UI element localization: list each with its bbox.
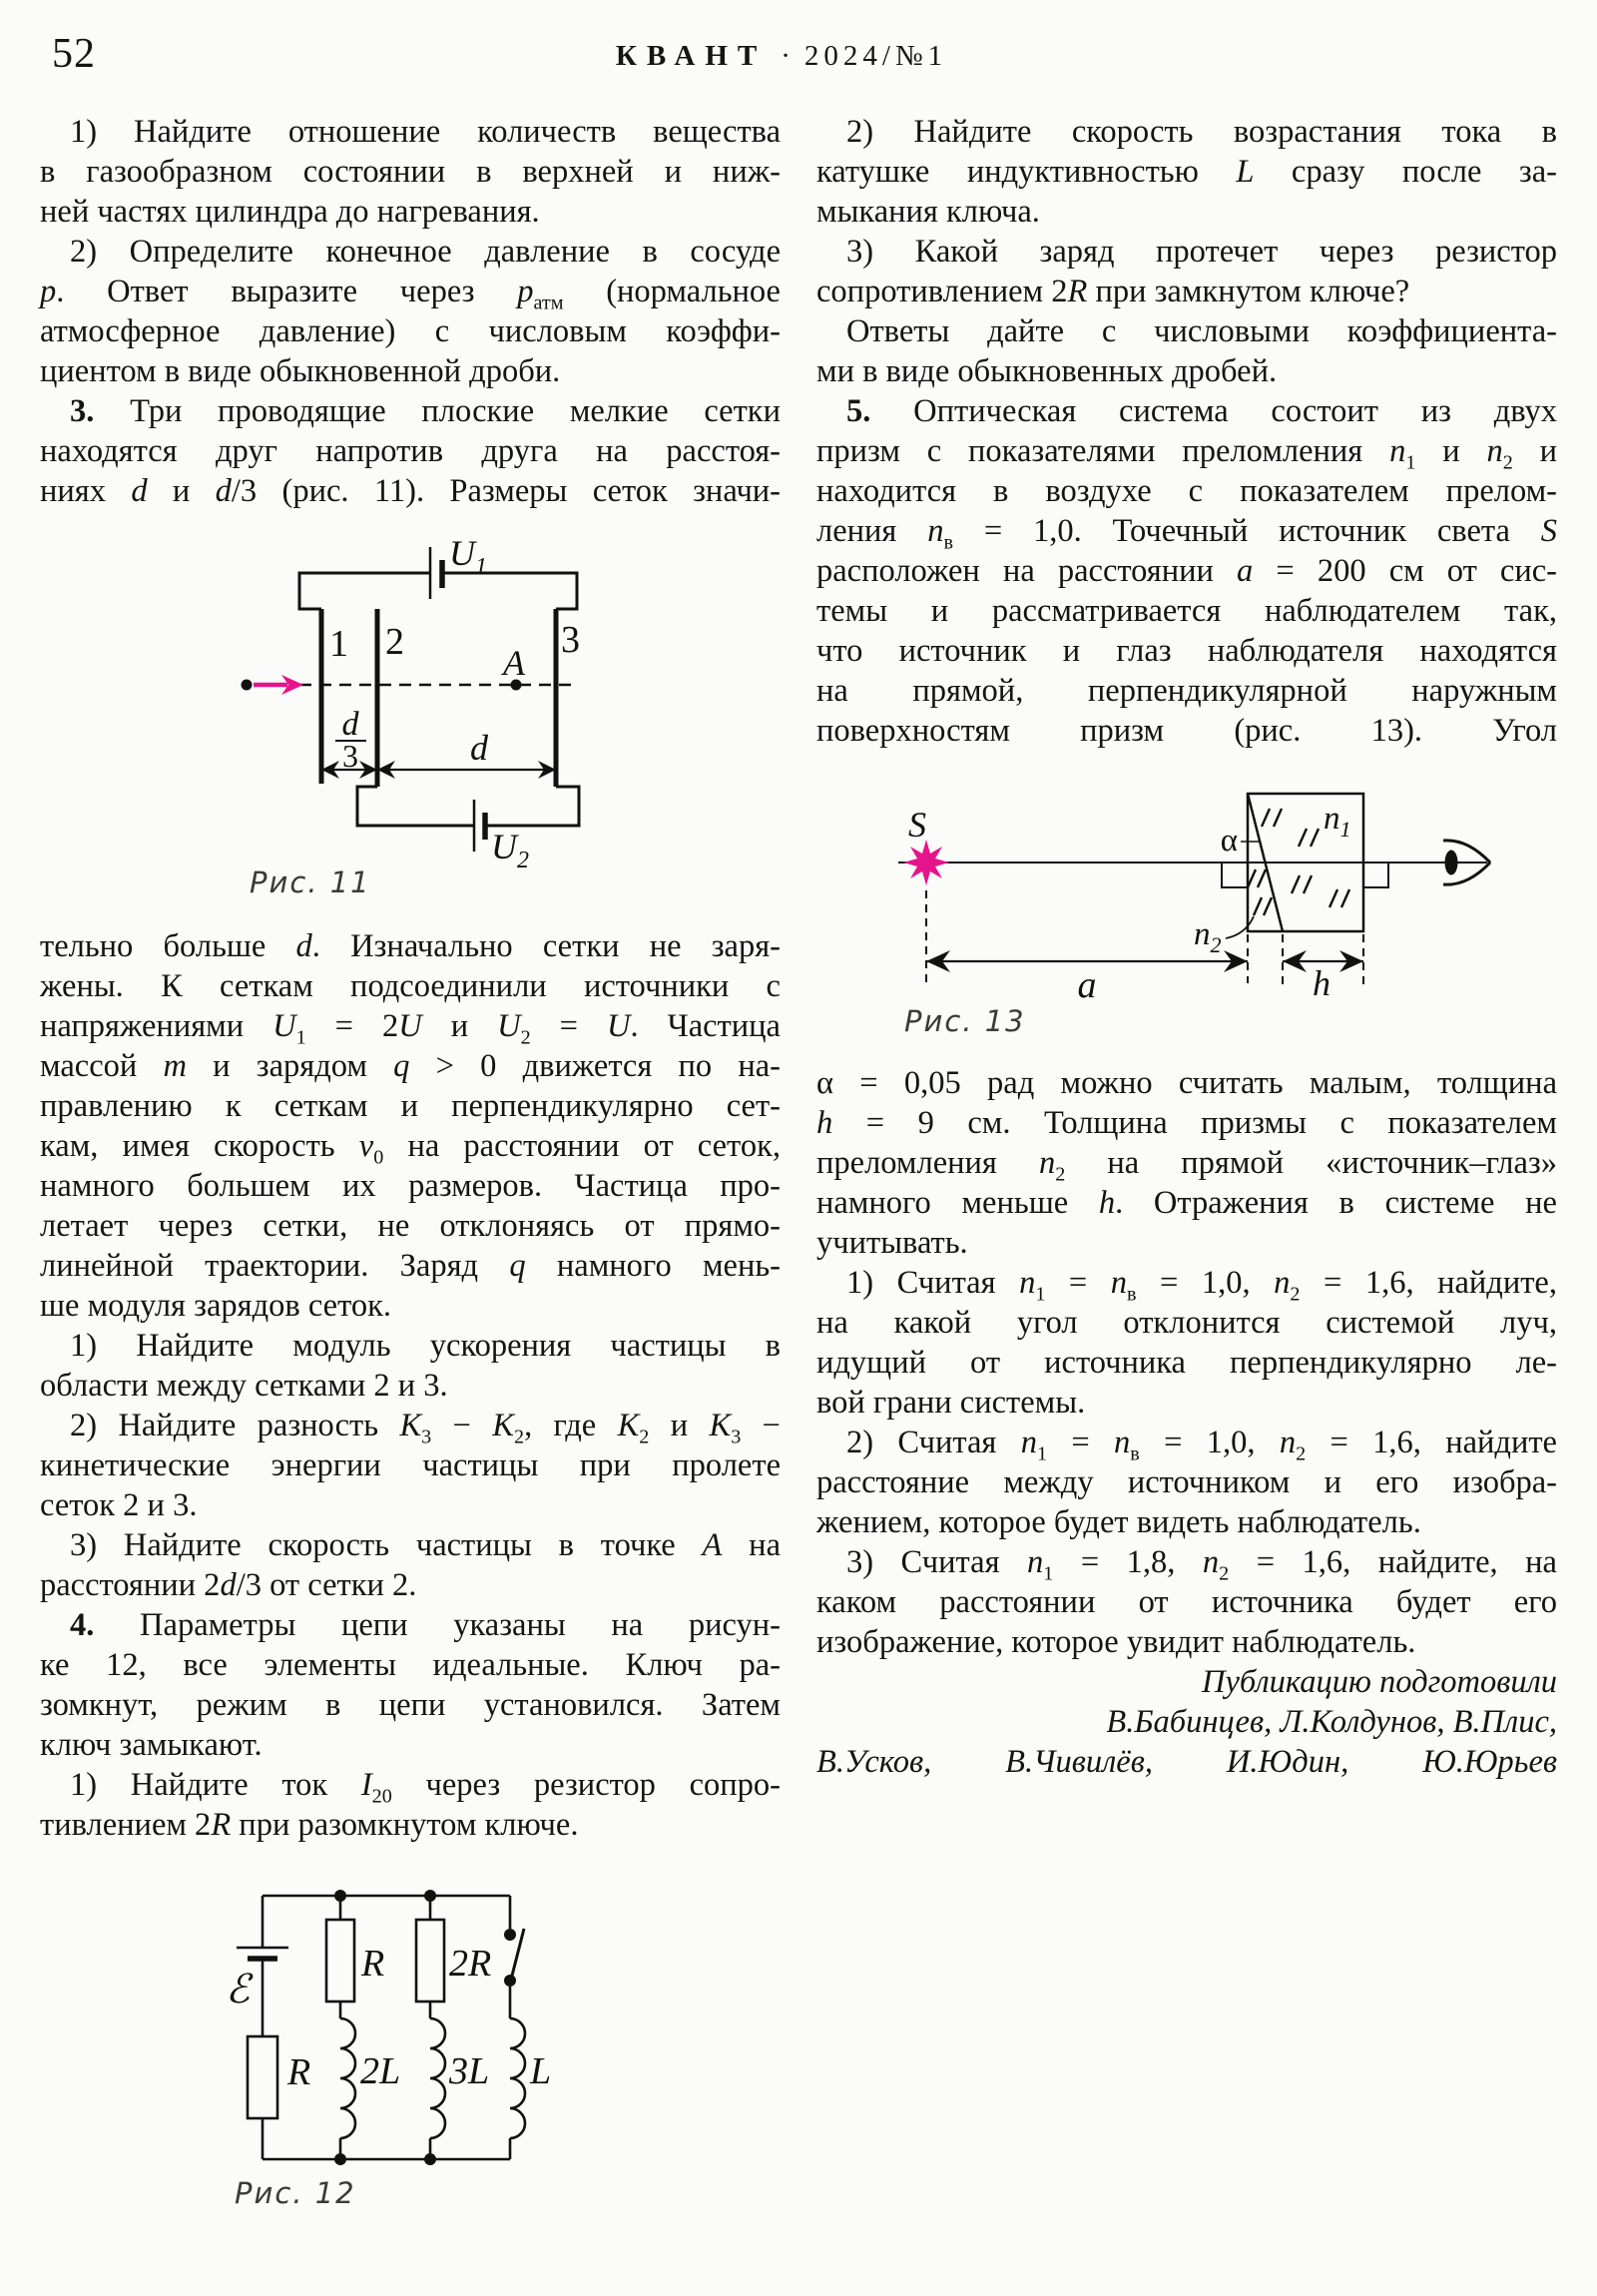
text-line: на прямой, перпендикулярной наружным: [816, 673, 1557, 709]
text-line: идущий от источника перпендикулярно ле-: [816, 1345, 1557, 1381]
text-line: 1) Найдите ток $I_{20}$ через резистор сопро-: [70, 1767, 781, 1808]
label-dim-a: a: [1077, 964, 1097, 1006]
label-dim-h: h: [1313, 963, 1331, 1003]
text-line: В.Усков, В.Чивилёв, И.Юдин, Ю.Юрьев: [816, 1744, 1557, 1780]
text-line: ке 12, все элементы идеальные. Ключ ра-: [40, 1647, 781, 1683]
header-separator: ·: [781, 40, 791, 72]
battery-u1-icon: [430, 547, 442, 599]
text-line: ления $n_в = 1,0$. Точечный источник света S: [816, 513, 1557, 554]
text-line: преломления $n_2$ на прямой «источник–глаз»: [816, 1145, 1557, 1186]
text-line: мыкания ключа.: [816, 194, 1040, 230]
text-line: ниях d и d/3 (рис. 11). Размеры сеток значи-: [40, 473, 782, 509]
label-grid-2: 2: [385, 621, 404, 663]
text-line: правлению к сеткам и перпендикулярно сет-: [40, 1088, 781, 1124]
label-n1: $n_1$: [1324, 801, 1351, 842]
label-dim-d: d: [470, 728, 488, 768]
label-r-left: R: [287, 2051, 311, 2093]
text-line: 1) Найдите отношение количеств вещества: [70, 114, 781, 150]
journal-title: КВАНТ: [615, 40, 768, 72]
text-line: ключ замыкают.: [40, 1727, 263, 1763]
text-line: h = 9 см. Толщина призмы с показателем: [816, 1105, 1557, 1141]
figure-13-caption: Рис. 13: [904, 1004, 1026, 1038]
text-line: напряжениями $U_1 = 2U$ и $U_2 = U$. Частица: [40, 1008, 781, 1049]
page-number: 52: [52, 31, 96, 77]
label-l: L: [530, 2050, 552, 2092]
text-line: поверхностям призм (рис. 13). Угол: [816, 713, 1557, 749]
text-line: ми в виде обыкновенных дробей.: [816, 353, 1278, 389]
text-line: тельно больше d. Изначально сетки не заря-: [40, 928, 781, 964]
figure-13-prism-system: [858, 779, 1517, 1048]
text-line: тивлением 2R при разомкнутом ключе.: [40, 1807, 579, 1843]
text-line: p. Ответ выразите через $p_{атм}$ (нормальное: [40, 274, 781, 314]
label-n2: $n_2$: [1194, 916, 1222, 957]
journal-issue: 2024/№1: [803, 40, 948, 72]
left-column: [40, 112, 781, 1845]
text-line: на какой угол отклонится системой луч,: [816, 1305, 1557, 1341]
text-line: учитывать.: [816, 1225, 968, 1261]
label-u1: $U_1$: [449, 533, 487, 580]
text-line: 5. Оптическая система состоит из двух: [846, 393, 1557, 429]
text-line: 2) Определите конечное давление в сосуде: [70, 234, 781, 270]
text-line: каком расстоянии от источника будет его: [816, 1584, 1557, 1620]
text-line: жены. К сеткам подсоединили источники с: [40, 968, 781, 1004]
text-line: Публикацию подготовили: [1202, 1664, 1557, 1700]
text-line: 4. Параметры цепи указаны на рисун-: [70, 1607, 781, 1643]
label-2l: 2L: [360, 2050, 401, 2092]
figure-11-caption: Рис. 11: [250, 865, 371, 899]
battery-emf-icon: [237, 1948, 288, 1959]
label-2r: 2R: [449, 1943, 492, 1985]
label-point-a: A: [503, 643, 525, 683]
wires: [299, 573, 579, 826]
figure-12-caption: Рис. 12: [235, 2176, 356, 2210]
text-line: сеток 2 и 3.: [40, 1487, 198, 1523]
text-line: В.Бабинцев, Л.Колдунов, В.Плис,: [1106, 1704, 1557, 1740]
text-line: атмосферное давление) с числовым коэффи-: [40, 313, 781, 349]
resistor-r-mid: [326, 1920, 354, 2002]
figure-12-rl-circuit: [180, 1877, 599, 2216]
text-line: находятся друг напротив друга на расстоя-: [40, 433, 781, 469]
text-line: темы и рассматривается наблюдателем так,: [816, 593, 1557, 629]
figure-11-grids-circuit: [150, 529, 649, 918]
inductor-3l: [430, 2018, 445, 2138]
resistor-2r: [416, 1920, 444, 2002]
inductor-l: [510, 2018, 525, 2138]
text-line: ней частях цилиндра до нагревания.: [40, 194, 540, 230]
text-line: расстоянии 2d/3 от сетки 2.: [40, 1567, 417, 1603]
text-line: Ответы дайте с числовыми коэффициента-: [846, 313, 1557, 349]
velocity-arrow-icon: [254, 675, 303, 695]
text-line: расположен на расстоянии a = 200 см от сис-: [816, 553, 1557, 589]
resistor-r-left: [248, 2036, 277, 2118]
text-line: расстояние между источником и его изобра-: [816, 1464, 1557, 1500]
text-line: 3) Считая $n_1 = 1,8$, $n_2 = 1,6$, найдите, на: [846, 1544, 1557, 1585]
source-star-icon: [903, 840, 949, 885]
label-alpha: α: [1220, 823, 1238, 859]
switch-icon: [504, 1929, 524, 1987]
text-line: 2) Найдите разность $K_3 - K_2$, где $K_2$ и $K_3$ −: [70, 1408, 781, 1448]
text-line: 2) Считая $n_1 = n_в = 1,0$, $n_2 = 1,6$, найдите: [846, 1425, 1557, 1465]
text-line: призм с показателями преломления $n_1$ и $n_2$ и: [816, 433, 1557, 474]
text-line: вой грани системы.: [816, 1385, 1086, 1421]
text-line: 1) Считая $n_1 = n_в = 1,0$, $n_2 = 1,6$, найдите,: [846, 1265, 1557, 1306]
text-line: циентом в виде обыкновенной дроби.: [40, 353, 561, 389]
text-line: катушке индуктивностью L сразу после за-: [816, 154, 1557, 190]
text-line: зомкнут, режим в цепи установился. Затем: [40, 1687, 781, 1723]
label-grid-1: 1: [329, 623, 348, 665]
label-emf: ℰ: [226, 1967, 251, 2011]
text-line: α = 0,05 рад можно считать малым, толщина: [816, 1065, 1557, 1101]
text-line: находится в воздухе с показателем прелом-: [816, 473, 1557, 509]
text-line: 3) Найдите скорость частицы в точке A на: [70, 1527, 781, 1563]
label-grid-3: 3: [561, 619, 580, 661]
text-line: изображение, которое увидит наблюдатель.: [816, 1624, 1416, 1660]
label-3l: 3L: [449, 2050, 490, 2092]
text-line: кам, имея скорость $v_0$ на расстоянии от сеток,: [40, 1128, 781, 1169]
label-source-s: S: [908, 805, 926, 845]
figure-11-labels: [329, 533, 580, 873]
text-line: намного меньше h. Отражения в системе не: [816, 1185, 1557, 1221]
text-line: летает через сетки, не отклоняясь от прямо-: [40, 1208, 781, 1244]
label-frac-3: 3: [342, 738, 358, 774]
text-line: массой m и зарядом q > 0 движется по на-: [40, 1048, 781, 1084]
inductor-2l: [340, 2018, 355, 2138]
label-u2: $U_2$: [491, 827, 529, 873]
text-line: 1) Найдите модуль ускорения частицы в: [70, 1328, 781, 1364]
particle-dot: [242, 680, 253, 691]
text-line: что источник и глаз наблюдателя находятся: [816, 633, 1557, 669]
text-line: намного большем их размеров. Частица про-: [40, 1168, 781, 1204]
text-line: линейной траектории. Заряд q намного мень-: [40, 1248, 782, 1284]
wires: [263, 1896, 510, 2159]
journal-header: [0, 40, 1563, 73]
text-line: в газообразном состоянии в верхней и ниж-: [40, 154, 781, 190]
text-line: 3) Какой заряд протечет через резистор: [846, 234, 1557, 270]
battery-u2-icon: [474, 800, 485, 852]
label-frac-d: d: [341, 706, 359, 743]
dimension-lines: [324, 741, 553, 770]
text-line: кинетические энергии частицы при пролете: [40, 1447, 781, 1483]
text-line: 2) Найдите скорость возрастания тока в: [846, 114, 1557, 150]
text-line: области между сетками 2 и 3.: [40, 1368, 448, 1404]
text-line: жением, которое будет видеть наблюдатель.: [816, 1504, 1421, 1540]
label-r-mid: R: [361, 1943, 385, 1985]
text-line: ше модуля зарядов сеток.: [40, 1288, 392, 1324]
text-line: 3. Три проводящие плоские мелкие сетки: [70, 393, 781, 429]
text-line: сопротивлением 2R при замкнутом ключе?: [816, 274, 1410, 309]
